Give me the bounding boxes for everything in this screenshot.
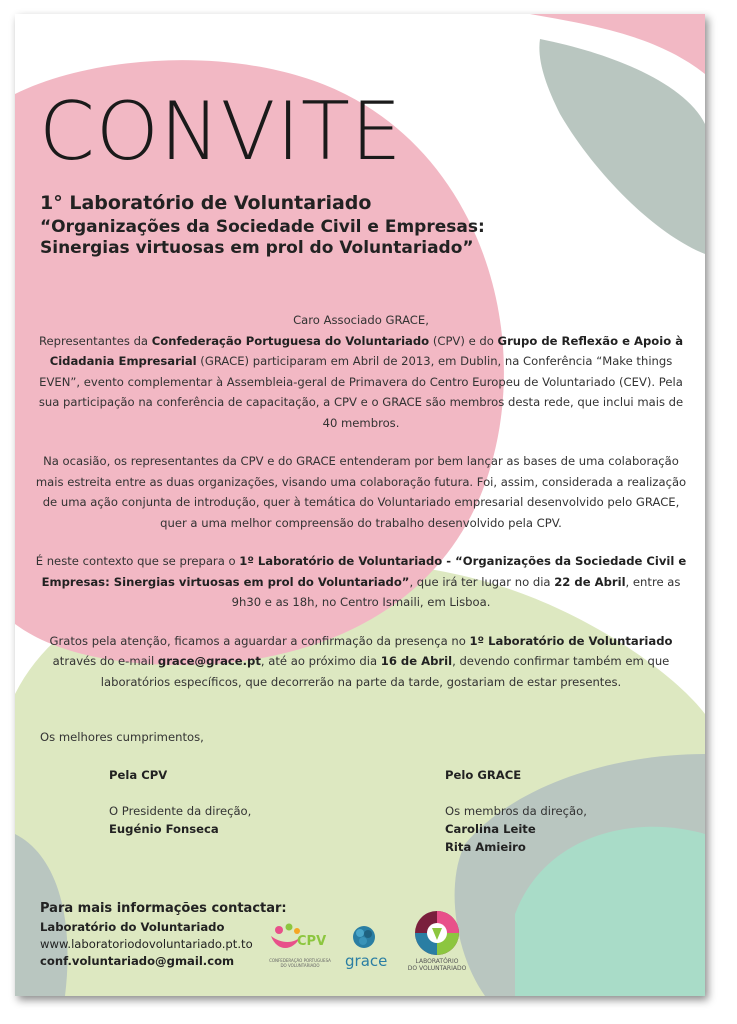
grace-wordmark: grace — [345, 952, 388, 970]
letter-body — [35, 310, 687, 710]
paragraph-3: É neste contexto que se prepara o 1º Laboratório de Voluntariado - “Organizações da Sociedade Civil e Empresas: Sinergias virtuosas em prol do Voluntariado”, que irá ter lugar no dia 22 de Abril, entre as 9h30 e as 18h, no Centro Ismaili, em Lisboa. — [35, 554, 687, 609]
contact-org: Laboratório do Voluntariado — [40, 920, 225, 934]
signature-heading: Pela CPV — [109, 768, 168, 782]
contact-email[interactable]: conf.voluntariado@gmail.com — [40, 954, 235, 968]
signature-role: Os membros da direção, — [445, 804, 587, 818]
event-subtitle: “Organizações da Sociedade Civil e Empresas: Sinergias virtuosas em prol do Voluntariado” — [40, 217, 485, 258]
signature-heading: Pelo GRACE — [445, 768, 522, 782]
contact-block — [40, 900, 287, 970]
signature-cpv — [109, 766, 251, 838]
signature-name: Eugénio Fonseca — [109, 822, 219, 836]
event-title: 1° Laboratório de Voluntariado — [40, 192, 372, 214]
signature-role: O Presidente da direção, — [109, 804, 252, 818]
cpv-mark: CPV — [297, 934, 327, 949]
signature-name: Carolina Leite — [445, 822, 536, 836]
paragraph-1: Representantes da Confederação Portuguesa do Voluntariado (CPV) e do Grupo de Reflexão e Apoio à Cidadania Empresarial (GRACE) participaram em Abril de 2013, em Dublin, na Conferência “Make things EVEN”, evento complementar à Assembleia-geral de Primavera do Centro Europeu de Voluntariado (CEV). Pela sua participação na conferência de capacitação, a CPV e o GRACE são membros desta rede, que inclui mais de 40 membros. — [38, 333, 684, 430]
signature-grace — [445, 766, 587, 856]
invitation-page — [15, 14, 705, 996]
paragraph-4: Gratos pela atenção, ficamos a aguardar a confirmação da presença no 1º Laboratório de Voluntariado através do e-mail grace@grace.pt, até ao próximo dia 16 de Abril, devendo confirmar também em que laboratórios específicos, que decorrerão na parte da tarde, gostariam de estar presentes. — [49, 633, 673, 689]
paragraph-2: Na ocasião, os representantes da CPV e do GRACE entenderam por bem lançar as bases de uma colaboração mais estreita entre as duas organizações, visando uma colaboração futura. Foi, assim, considerada a realização de uma ação conjunta de introdução, quer à temática do Voluntariado empresarial desenvolvido pelo GRACE, quer a uma melhor compreensão do trabalho desenvolvido pela CPV. — [35, 454, 687, 530]
laboratorio-logo-icon — [414, 910, 460, 956]
cpv-caption: CONFEDERAÇÃO PORTUGUESA DO VOLUNTARIADO — [269, 958, 331, 968]
contact-website[interactable]: www.laboratoriodovoluntariado.pt.to — [40, 937, 253, 951]
page-title: CONVITE — [39, 85, 403, 178]
contact-heading: Para mais informações contactar: — [40, 901, 287, 916]
logos — [267, 908, 467, 978]
laboratorio-caption: LABORATÓRIO DO VOLUNTARIADO — [407, 958, 467, 972]
greeting: Caro Associado GRACE, — [293, 313, 429, 327]
grace-logo-icon — [351, 924, 377, 950]
email-link[interactable]: grace@grace.pt — [157, 654, 261, 668]
signature-name: Rita Amieiro — [445, 840, 526, 854]
closing: Os melhores cumprimentos, — [40, 730, 204, 744]
